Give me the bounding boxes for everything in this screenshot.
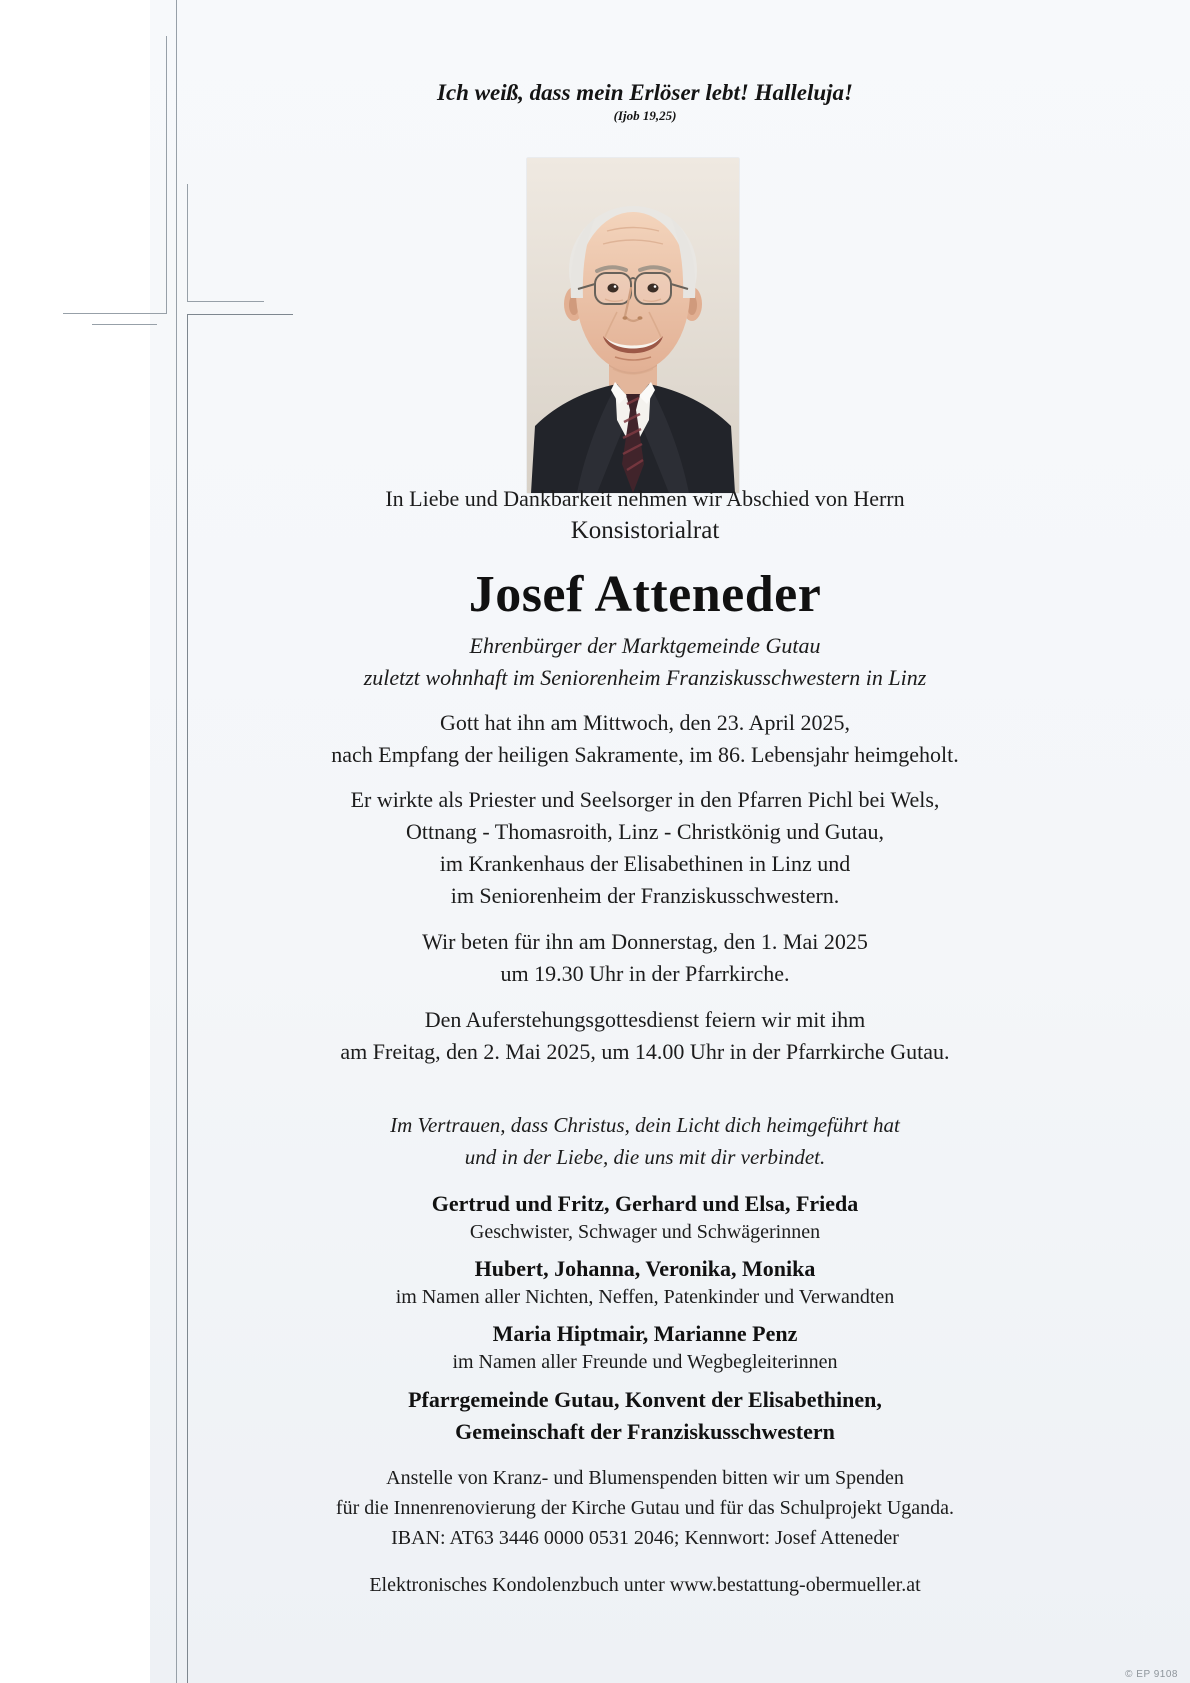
verse-line: Im Vertrauen, dass Christus, dein Licht dich heimgeführt hat — [390, 1113, 900, 1137]
quote-source: (Ijob 19,25) — [613, 108, 677, 123]
mourner-names: Gertrud und Fritz, Gerhard und Elsa, Frieda — [431, 1191, 859, 1216]
donation-line: IBAN: AT63 3446 0000 0531 2046; Kennwort: Josef Atteneder — [391, 1527, 899, 1549]
paragraph-funeral — [150, 1004, 1140, 1068]
mourner-role: im Namen aller Nichten, Neffen, Patenkinder und Verwandten — [395, 1286, 895, 1308]
honor-line: zuletzt wohnhaft im Seniorenheim Franziskusschwestern in Linz — [363, 665, 927, 690]
mourner-names: Hubert, Johanna, Veronika, Monika — [474, 1256, 816, 1281]
mourner-names: Pfarrgemeinde Gutau, Konvent der Elisabethinen, — [408, 1387, 882, 1412]
paragraph-line: im Krankenhaus der Elisabethinen in Linz und — [439, 851, 851, 876]
donation-note — [150, 1463, 1140, 1553]
paragraph-death — [150, 707, 1140, 771]
memorial-verse — [150, 1109, 1140, 1173]
portrait-illustration — [527, 158, 739, 493]
mourner-group — [150, 1190, 1140, 1246]
paragraph-prayer — [150, 926, 1140, 990]
donation-line: Anstelle von Kranz- und Blumenspenden bitten wir um Spenden — [386, 1467, 904, 1489]
paragraph-line: Wir beten für ihn am Donnerstag, den 1. Mai 2025 — [422, 929, 868, 954]
paragraph-ministry — [150, 784, 1140, 912]
verse-line: und in der Liebe, die uns mit dir verbindet. — [464, 1145, 826, 1169]
mourner-role: Geschwister, Schwager und Schwägerinnen — [469, 1221, 821, 1243]
obituary-content — [150, 0, 1140, 1683]
mourner-group — [150, 1255, 1140, 1311]
honor-line: Ehrenbürger der Marktgemeinde Gutau — [469, 633, 821, 658]
condolence-line: Elektronisches Kondolenzbuch unter www.bestattung-obermueller.at — [369, 1574, 921, 1596]
honor-lines — [150, 630, 1140, 694]
mourner-role: im Namen aller Freunde und Wegbegleiterinnen — [452, 1351, 838, 1373]
intro-line: In Liebe und Dankbarkeit nehmen wir Abschied von Herrn — [385, 486, 905, 511]
portrait-photo — [527, 158, 739, 493]
paragraph-line: Gott hat ihn am Mittwoch, den 23. April 2025, — [439, 710, 851, 735]
paragraph-line: Ottnang - Thomasroith, Linz - Christkönig und Gutau, — [405, 819, 885, 844]
scripture-quote — [150, 80, 1140, 124]
quote-text: Ich weiß, dass mein Erlöser lebt! Halleluja! — [437, 80, 853, 105]
mourner-names: Gemeinschaft der Franziskusschwestern — [455, 1419, 835, 1444]
paragraph-line: im Seniorenheim der Franziskusschwestern. — [450, 883, 840, 908]
paragraph-line: Den Auferstehungsgottesdienst feiern wir mit ihm — [424, 1007, 866, 1032]
paragraph-line: um 19.30 Uhr in der Pfarrkirche. — [500, 961, 790, 986]
donation-line: für die Innenrenovierung der Kirche Gutau und für das Schulprojekt Uganda. — [335, 1497, 955, 1519]
mourner-group — [150, 1384, 1140, 1448]
deceased-name: Josef Atteneder — [468, 566, 822, 623]
print-code: © EP 9108 — [1125, 1669, 1178, 1680]
paragraph-line: nach Empfang der heiligen Sakramente, im 86. Lebensjahr heimgeholt. — [331, 742, 959, 767]
mourner-names: Maria Hiptmair, Marianne Penz — [492, 1321, 798, 1346]
farewell-intro — [150, 484, 1140, 548]
deceased-title: Konsistorialrat — [570, 517, 720, 544]
paragraph-line: am Freitag, den 2. Mai 2025, um 14.00 Uhr in der Pfarrkirche Gutau. — [340, 1039, 950, 1064]
mourner-group — [150, 1320, 1140, 1376]
paragraph-line: Er wirkte als Priester und Seelsorger in den Pfarren Pichl bei Wels, — [350, 787, 940, 812]
